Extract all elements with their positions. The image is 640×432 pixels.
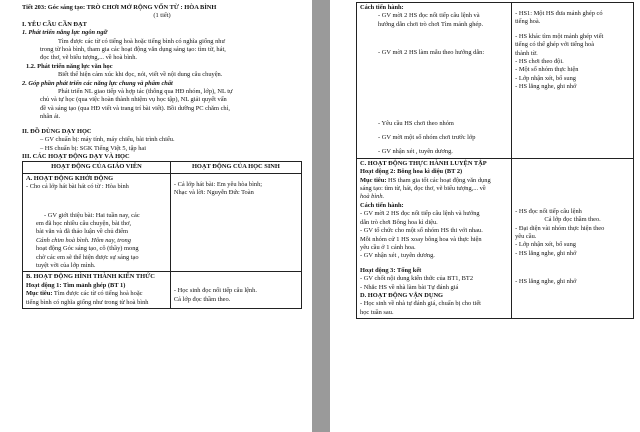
activity-section-title: D. HOẠT ĐỘNG VẬN DỤNG: [360, 291, 444, 299]
cell-line: Nhạc và lời: Nguyễn Đức Toàn: [173, 189, 254, 197]
cell-line: - Cho cả lớp hát bài hát có từ : Hòa bình: [26, 183, 129, 191]
cell-line: - Yêu cầu HS chơi theo nhóm: [378, 119, 454, 127]
table-cell: [512, 3, 634, 159]
cell-line: - HS đọc nối tiếp câu lệnh: [515, 207, 582, 215]
section-heading-materials: II. ĐỒ DÙNG DẠY HỌC: [22, 127, 92, 135]
cell-line: Mục tiêu: Tìm được các từ có tiếng hoà hoặc: [26, 290, 143, 298]
table-cell: [170, 173, 301, 272]
activity-title: Hoạt động 2: Bông hoa kì diệu (BT 2): [360, 168, 463, 176]
cell-line: yêu cầu ở 1 cánh hoa.: [360, 243, 416, 251]
cell-line: Mục tiêu: HS tham gia tốt các hoạt động văn dụng: [360, 176, 491, 184]
paragraph-line: Biết thể hiện cảm xúc khi đọc, nói, viết về nội dung câu chuyện.: [58, 71, 223, 79]
cell-line: - Đại diện vài nhóm thực hiện theo: [515, 224, 605, 232]
cell-line: - GV nhận xét , tuyên dương.: [360, 252, 435, 260]
cell-line: - GV mời một số nhóm chơi trước lớp: [378, 134, 476, 142]
cell-line: dẫn trò chơi Bông hoa kì diệu.: [360, 218, 438, 226]
cell-line: - HS lắng nghe, ghi nhớ: [515, 278, 577, 286]
cell-line: - Học sinh đọc nối tiếp câu lệnh.: [173, 287, 257, 295]
cell-line: Mỗi nhóm cử 1 HS xoay bông hoa và thực hiện: [360, 235, 482, 243]
cell-line: - Lớp nhận xét, bổ sung: [515, 241, 576, 249]
activities-table-continued: [356, 2, 634, 319]
cell-line: bài văn và đã thảo luận về chủ điểm: [36, 228, 128, 236]
paragraph-line: đọc thơ, vẽ biểu tượng,... về hoà bình.: [40, 54, 138, 62]
cell-line: - GV mời 2 HS đọc nối tiếp câu lệnh và: [378, 12, 480, 20]
activity-title: Hoạt động 3: Tổng kết: [360, 266, 422, 274]
cell-line: - HS1: Một HS đưa mảnh ghép có: [515, 10, 603, 17]
table-cell: [512, 158, 634, 318]
lesson-period: (1 tiết): [153, 12, 171, 20]
paragraph-line: Phát triển NL giao tiếp và hợp tác (thông qua HĐ nhóm, lớp), NL tự: [58, 88, 233, 96]
cell-line: Cánh chim hoà bình. Hôm nay, trong: [36, 236, 131, 244]
cell-line: chờ các em sẽ thể hiện được sự sáng tạo: [36, 253, 139, 261]
activity-title: Hoạt động 1: Tìm mảnh ghép (BT 1): [26, 281, 126, 289]
section-heading-activities: III. CÁC HOẠT ĐỘNG DẠY VÀ HỌC: [22, 152, 130, 160]
list-item: – HS chuẩn bị: SGK Tiếng Việt 5, tập hai: [40, 144, 147, 152]
subheading-literature: 1.2. Phát triển năng lực văn học: [26, 62, 113, 70]
lesson-title: Tiết 203: Góc sáng tạo: TRÒ CHƠI MỞ RỘNG VỐN TỪ : HÒA BÌNH: [22, 4, 217, 11]
subheading-general: 2. Góp phần phát triển các năng lực chung và phẩm chất: [22, 79, 173, 87]
cell-line: tiếng bình có nghĩa giống như trong từ hoà bình: [26, 298, 149, 306]
column-header-teacher: HOẠT ĐỘNG CỦA GIÁO VIÊN: [23, 162, 171, 173]
table-cell: [357, 3, 512, 159]
paragraph-line: Tìm được các từ có tiếng hoà hoặc tiếng bình có nghĩa giống như: [58, 37, 225, 45]
list-item: – GV chuẩn bị: máy tính, máy chiếu, bài trình chiếu.: [40, 136, 175, 144]
cell-line: - HS chơi theo đội.: [515, 58, 564, 66]
cell-line: - HS khác tìm một mảnh ghép viết: [515, 32, 604, 40]
activity-section-title: B. HOẠT ĐỘNG HÌNH THÀNH KIẾN THỨC: [26, 273, 155, 281]
cell-line: - GV tổ chức cho một số nhóm HS thi với nhau.: [360, 227, 483, 235]
activities-table: [22, 161, 302, 309]
how-label: Cách tiến hành:: [360, 201, 404, 209]
cell-line: - Một số nhóm thực hiện: [515, 66, 579, 74]
subheading-language: 1. Phát triển năng lực ngôn ngữ: [22, 29, 108, 37]
paragraph-line: chủ và tự học (qua việc hoàn thành nhiệm vụ học tập), NL giải quyết vấn: [40, 96, 227, 104]
cell-line: - Cả lớp hát bài: Em yêu hòa bình;: [173, 180, 263, 188]
cell-line: tiếng có thể ghép với tiếng hoà: [515, 41, 595, 49]
cell-line: hoạt động Góc sáng tạo, cô (thầy) mong: [36, 245, 139, 253]
cell-line: yêu cầu.: [515, 233, 537, 241]
cell-line: Cả lớp đọc thầm theo.: [544, 216, 601, 224]
document-page-left: [0, 0, 312, 432]
table-cell: [23, 272, 171, 309]
cell-line: - GV chốt nội dung kiến thức của BT1, BT2: [360, 275, 474, 283]
paragraph-line: nhân ái.: [40, 113, 61, 121]
section-heading-requirements: I. YÊU CẦU CẦN ĐẠT: [22, 20, 87, 28]
cell-line: - GV giới thiệu bài: Hai tuần nay, các: [44, 211, 140, 219]
cell-line: tiếng hoà.: [515, 18, 541, 26]
document-page-right: [330, 0, 640, 432]
cell-line: tuyệt vời của lớp mình.: [36, 261, 96, 269]
table-cell: [23, 173, 171, 272]
cell-line: Cả lớp đọc thầm theo.: [173, 295, 231, 303]
cell-line: sáng tạo: tìm từ, hát, đọc thơ, vẽ biểu tượng,... về: [360, 185, 486, 193]
how-label: Cách tiến hành:: [360, 4, 404, 11]
cell-line: - GV mời 2 HS đọc nối tiếp câu lệnh và hướng: [360, 210, 480, 218]
cell-line: thành từ.: [515, 49, 538, 57]
cell-line: - HS lắng nghe, ghi nhớ: [515, 83, 577, 91]
cell-line: hoà bình.: [360, 193, 385, 201]
cell-line: - Học sinh về nhà tự đánh giá, chuẩn bị cho tiết: [360, 300, 481, 308]
cell-line: - HS lắng nghe, ghi nhớ: [515, 249, 577, 257]
table-cell: [170, 272, 301, 309]
cell-line: em đã học nhiều câu chuyện, bài thơ,: [36, 219, 132, 227]
cell-line: học tuần sau.: [360, 308, 394, 316]
cell-line: - Nhắc HS về nhà làm bài Tự đánh giá: [360, 283, 459, 291]
cell-line: - GV mời 2 HS làm mẫu theo hướng dẫn:: [378, 49, 485, 57]
cell-line: hướng dẫn chơi trò chơi Tìm mảnh ghép.: [378, 20, 484, 28]
activity-section-title: A. HOẠT ĐỘNG KHỞI ĐỘNG: [26, 174, 114, 182]
column-header-student: HOẠT ĐỘNG CỦA HỌC SINH: [170, 162, 301, 173]
cell-line: - GV nhận xét , tuyên dương.: [378, 148, 453, 156]
cell-line: - Lớp nhận xét, bổ sung: [515, 74, 576, 82]
activity-section-title: C. HOẠT ĐỘNG THỰC HÀNH LUYỆN TẬP: [360, 159, 487, 167]
paragraph-line: trong từ hoà bình, tham gia các hoạt động văn dụng sáng tạo: tìm từ, hát,: [40, 46, 226, 54]
paragraph-line: đề và sáng tạo (qua HĐ viết và trang trí bài viết). Bồi dưỡng PC chăm chỉ,: [40, 104, 230, 112]
table-cell: [357, 158, 512, 318]
